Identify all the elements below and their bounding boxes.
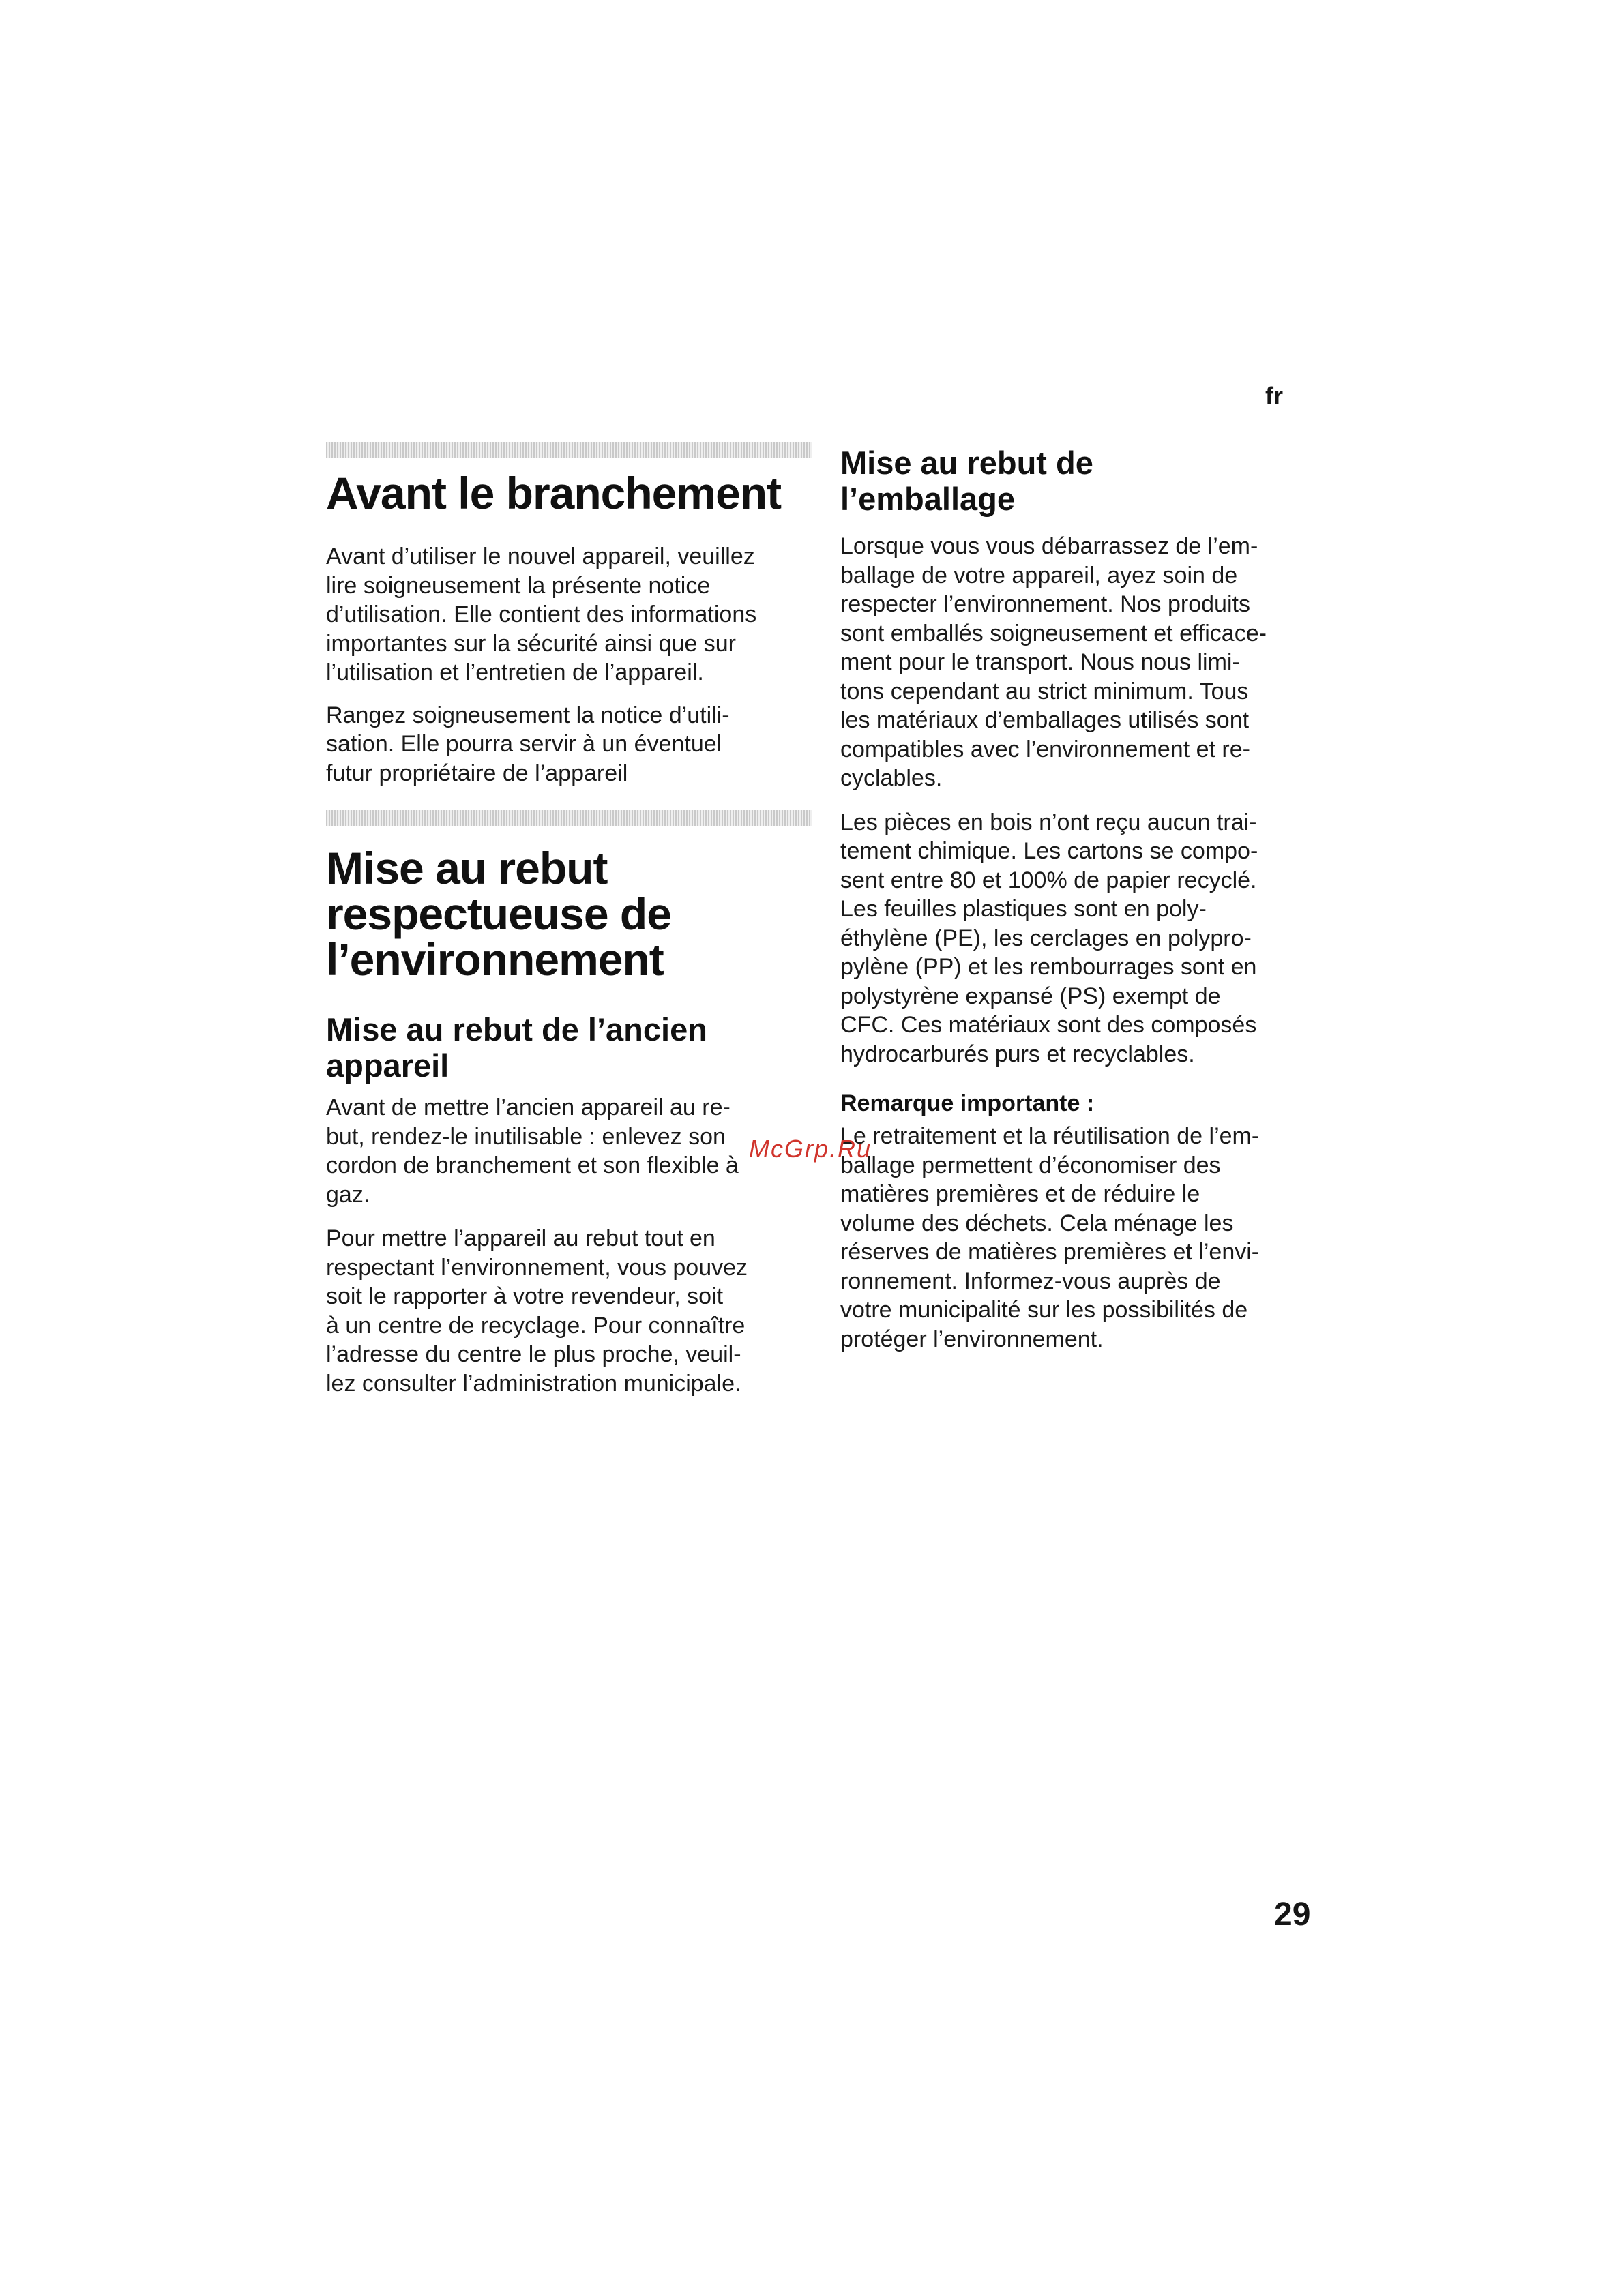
text-line: respectant l’environnement, vous pouvez	[326, 1254, 748, 1281]
text-line: volume des déchets. Cela ménage les	[840, 1210, 1234, 1236]
text-line: tons cependant au strict minimum. Tous	[840, 678, 1249, 704]
heading-line: l’emballage	[840, 481, 1015, 517]
text-line: matières premières et de réduire le	[840, 1181, 1200, 1207]
text-line: sont emballés soigneusement et efficace-	[840, 620, 1267, 646]
text-line: Lorsque vous vous débarrassez de l’em-	[840, 533, 1258, 559]
section-mise-au-rebut	[326, 843, 812, 1398]
text-line: Avant de mettre l’ancien appareil au re-	[326, 1094, 730, 1120]
page-number: 29	[1274, 1896, 1311, 1933]
text-line: cordon de branchement et son flexible à	[326, 1152, 739, 1178]
text-line: à un centre de recyclage. Pour connaître	[326, 1312, 745, 1339]
text-line: lire soigneusement la présente notice	[326, 572, 711, 599]
section-emballage	[840, 445, 1318, 1354]
text-line: futur propriétaire de l’appareil	[326, 760, 628, 786]
text-line: l’adresse du centre le plus proche, veuil-	[326, 1341, 741, 1367]
text-line: tement chimique. Les cartons se compo-	[840, 838, 1258, 864]
paragraph-remarque	[840, 1122, 1318, 1354]
heading-line: Mise au rebut de	[840, 445, 1093, 481]
text-line: soit le rapporter à votre revendeur, soit	[326, 1283, 724, 1309]
heading-line: Mise au rebut	[326, 843, 608, 893]
section-divider	[326, 442, 812, 458]
watermark-logo: McGrp.Ru	[749, 1135, 872, 1163]
text-line: Le retraitement et la réutilisation de l’em-	[840, 1123, 1260, 1149]
heading-mise-au-rebut-respectueuse	[326, 843, 812, 985]
section-avant-branchement	[326, 468, 812, 788]
paragraph-materiaux	[840, 808, 1318, 1069]
heading-line: respectueuse de	[326, 889, 671, 939]
text-line: hydrocarburés purs et recyclables.	[840, 1041, 1195, 1067]
text-line: Rangez soigneusement la notice d’utili-	[326, 702, 730, 728]
text-line: éthylène (PE), les cerclages en polypro-	[840, 925, 1252, 951]
paragraph-rangez	[326, 701, 812, 788]
text-line: Pour mettre l’appareil au rebut tout en	[326, 1225, 715, 1251]
text-line: respecter l’environnement. Nos produits	[840, 591, 1250, 617]
text-line: l’utilisation et l’entretien de l’appareil.	[326, 659, 704, 685]
text-line: compatibles avec l’environnement et re-	[840, 736, 1250, 762]
text-line: ballage de votre appareil, ayez soin de	[840, 562, 1238, 588]
heading-line: appareil	[326, 1047, 449, 1084]
text-line: importantes sur la sécurité ainsi que sur	[326, 630, 736, 657]
paragraph-ancien-appareil	[326, 1093, 812, 1209]
text-line: réserves de matières premières et l’envi-	[840, 1239, 1260, 1265]
text-line: les matériaux d’emballages utilisés sont	[840, 707, 1250, 733]
note-title: Remarque importante :	[840, 1090, 1095, 1116]
text-line: Les pièces en bois n’ont reçu aucun trai-	[840, 809, 1257, 835]
text-line: sent entre 80 et 100% de papier recyclé.	[840, 867, 1257, 893]
text-line: sation. Elle pourra servir à un éventuel	[326, 731, 722, 757]
text-line: Les feuilles plastiques sont en poly-	[840, 896, 1207, 922]
section-divider	[326, 810, 812, 826]
text-line: Avant d’utiliser le nouvel appareil, veuillez	[326, 543, 755, 569]
heading-emballage	[840, 445, 1318, 517]
heading-line: l’environnement	[326, 934, 664, 985]
text-line: ronnement. Informez-vous auprès de	[840, 1268, 1221, 1294]
text-line: pylène (PP) et les rembourrages sont en	[840, 954, 1257, 980]
text-line: polystyrène expansé (PS) exempt de	[840, 983, 1221, 1009]
text-line: CFC. Ces matériaux sont des composés	[840, 1012, 1257, 1038]
text-line: ment pour le transport. Nous nous limi-	[840, 649, 1240, 675]
subheading-ancien-appareil	[326, 1011, 812, 1084]
language-code: fr	[1265, 382, 1283, 410]
text-line: d’utilisation. Elle contient des informations	[326, 601, 757, 627]
text-line: lez consulter l’administration municipale.	[326, 1370, 741, 1397]
paragraph-emballage	[840, 532, 1318, 793]
text-line: protéger l’environnement.	[840, 1326, 1104, 1352]
heading-line: Mise au rebut de l’ancien	[326, 1011, 707, 1047]
heading-avant-branchement: Avant le branchement	[326, 468, 782, 518]
text-line: ballage permettent d’économiser des	[840, 1152, 1221, 1178]
text-line: votre municipalité sur les possibilités de	[840, 1297, 1248, 1323]
text-line: cyclables.	[840, 765, 943, 791]
text-line: gaz.	[326, 1181, 370, 1208]
text-line: but, rendez-le inutilisable : enlevez son	[326, 1123, 726, 1150]
paragraph-recyclage	[326, 1224, 812, 1398]
paragraph-avant-intro	[326, 542, 812, 687]
